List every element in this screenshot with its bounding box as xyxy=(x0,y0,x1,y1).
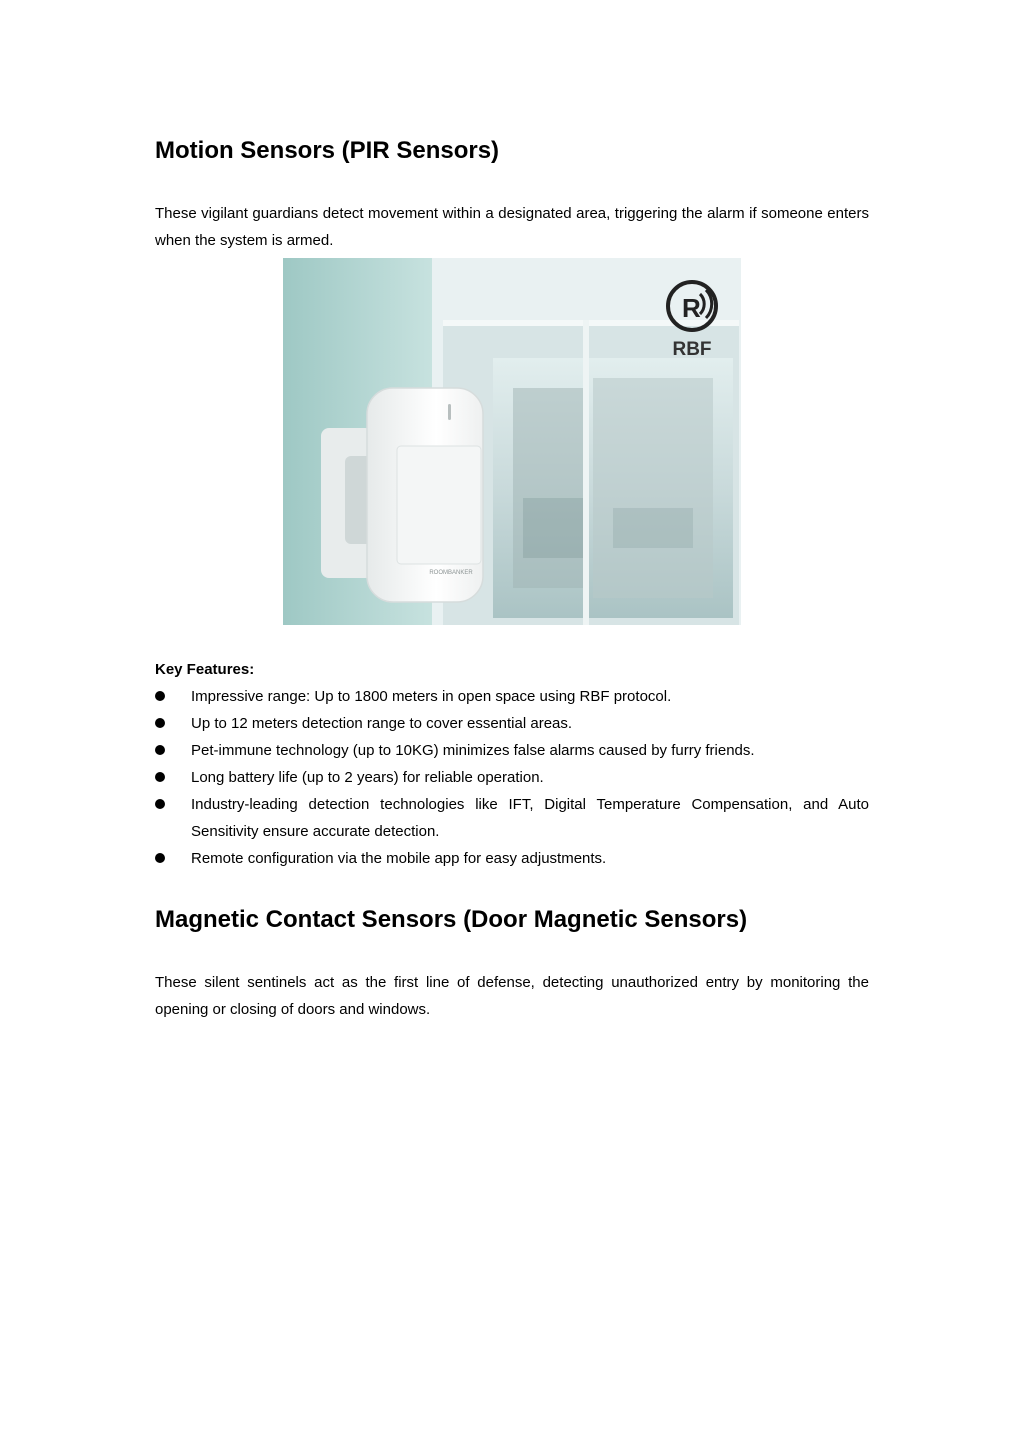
bullet-icon xyxy=(155,745,165,755)
motion-sensor-photo xyxy=(283,258,741,625)
magnetic-sensors-heading: Magnetic Contact Sensors (Door Magnetic Sensors) xyxy=(155,906,748,933)
svg-text:R: R xyxy=(682,293,701,323)
motion-sensors-intro: These vigilant guardians detect movement within a designated area, triggering the alarm if someone enters when the system is armed. xyxy=(155,205,869,249)
bullet-icon xyxy=(155,691,165,701)
feature-text: Up to 12 meters detection range to cover essential areas. xyxy=(191,715,573,732)
feature-item xyxy=(155,791,869,845)
device-brand-label: ROOMBANKER xyxy=(429,570,473,576)
bullet-icon xyxy=(155,799,165,809)
feature-text: Industry-leading detection technologies like IFT, Digital Temperature Compensation, and Auto Sensitivity ensure accurate detection. xyxy=(191,796,869,840)
key-features-list xyxy=(155,683,869,872)
feature-text: Remote configuration via the mobile app for easy adjustments. xyxy=(191,850,607,867)
bullet-icon xyxy=(155,772,165,782)
feature-item xyxy=(155,683,869,710)
rbf-logo-text: RBF xyxy=(672,339,712,360)
motion-sensor-illustration xyxy=(283,258,741,625)
feature-text: Impressive range: Up to 1800 meters in open space using RBF protocol. xyxy=(191,688,672,705)
feature-item xyxy=(155,764,869,791)
feature-text: Pet-immune technology (up to 10KG) minimizes false alarms caused by furry friends. xyxy=(191,742,755,759)
magnetic-sensors-intro: These silent sentinels act as the first line of defense, detecting unauthorized entry by monitoring the opening or closing of doors and windows. xyxy=(155,974,869,1018)
motion-sensors-heading: Motion Sensors (PIR Sensors) xyxy=(155,137,500,164)
feature-item xyxy=(155,737,869,764)
bullet-icon xyxy=(155,853,165,863)
key-features-title: Key Features: xyxy=(155,661,255,678)
feature-item xyxy=(155,845,869,872)
feature-text: Long battery life (up to 2 years) for reliable operation. xyxy=(191,769,544,786)
feature-item xyxy=(155,710,869,737)
bullet-icon xyxy=(155,718,165,728)
